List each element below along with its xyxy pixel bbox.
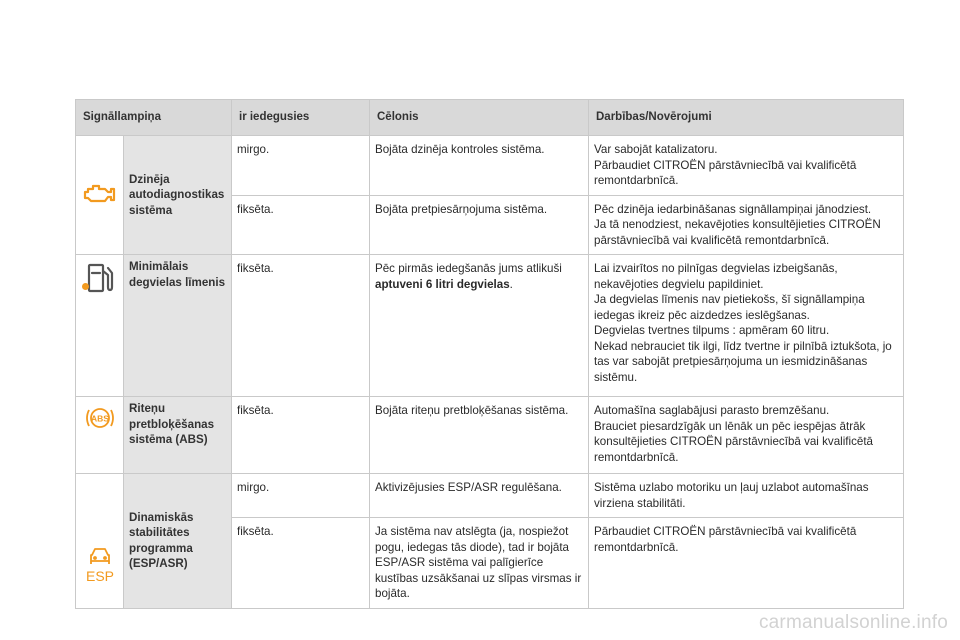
engine-icon-cell xyxy=(76,136,124,255)
cause-cell: Pēc pirmās iedegšanās jums atlikuši aptuveni 6 litri degvielas. xyxy=(370,255,589,397)
engine-check-icon xyxy=(83,181,117,205)
svg-text:ABS: ABS xyxy=(90,413,109,424)
fuel-icon-cell xyxy=(76,255,124,397)
state-cell: mirgo. xyxy=(232,136,370,196)
header-signal-lamp: Signāllampiņa xyxy=(76,100,232,136)
table-header-row xyxy=(76,100,904,136)
state-cell: fiksēta. xyxy=(232,195,370,255)
state-cell: fiksēta. xyxy=(232,255,370,397)
state-cell: mirgo. xyxy=(232,474,370,518)
esp-icon-cell xyxy=(76,474,124,609)
header-actions: Darbības/Novērojumi xyxy=(589,100,904,136)
cause-cell: Aktivizējusies ESP/ASR regulēšana. xyxy=(370,474,589,518)
cause-cell: Bojāta dzinēja kontroles sistēma. xyxy=(370,136,589,196)
watermark: carmanualsonline.info xyxy=(758,612,948,633)
table-row xyxy=(76,474,904,518)
action-cell: Lai izvairītos no pilnīgas degvielas izbeigšanās, nekavējoties degvielu papildiniet. Ja degvielas līmenis nav pietiekošs, šī signāllampiņa iedegas ikreiz pēc aizdedzes ieslēgšanas. Degvielas tvertnes tilpums : apmēram 60 litru. Nekad nebrauciet tik ilgi, līdz tvertne ir pilnībā iztukšota, jo tas var sabojāt pretpiesārņojuma un iesmidzināšanas sistēmu. xyxy=(589,255,904,397)
esp-icon xyxy=(83,543,117,585)
cause-cell: Bojāta pretpiesārņojuma sistēma. xyxy=(370,195,589,255)
action-cell: Sistēma uzlabo motoriku un ļauj uzlabot automašīnas virziena stabilitāti. xyxy=(589,474,904,518)
fuel-pump-icon xyxy=(85,261,115,295)
row-name-abs: Riteņu pretbloķēšanas sistēma (ABS) xyxy=(124,397,232,474)
action-cell: Var sabojāt katalizatoru. Pārbaudiet CITROËN pārstāvniecībā vai kvalificētā remontdarbnīcā. xyxy=(589,136,904,196)
action-cell: Pēc dzinēja iedarbināšanas signāllampiņai jānodziest. Ja tā nenodziest, nekavējoties konsultējieties CITROËN pārstāvniecībā vai kvalificētā remontdarbnīcā. xyxy=(589,195,904,255)
cause-cell: Bojāta riteņu pretbloķēšanas sistēma. xyxy=(370,397,589,474)
header-lit: ir iedegusies xyxy=(232,100,370,136)
table-row xyxy=(76,255,904,397)
state-cell: fiksēta. xyxy=(232,397,370,474)
header-cause: Cēlonis xyxy=(370,100,589,136)
row-name-fuel: Minimālais degvielas līmenis xyxy=(124,255,232,397)
table-row xyxy=(76,136,904,196)
cause-cell: Ja sistēma nav atslēgta (ja, nospiežot pogu, iedegas tās diode), tad ir bojāta ESP/ASR sistēma vai palīgierīce kustības uzsākšanai uz slīpas virsmas ir bojāta. xyxy=(370,518,589,609)
action-cell: Automašīna saglabājusi parasto bremzēšanu. Brauciet piesardzīgāk un lēnāk un pēc iespējas ātrāk konsultējieties CITROËN pārstāvniecībā vai kvalificētā remontdarbnīcā. xyxy=(589,397,904,474)
abs-icon-cell xyxy=(76,397,124,474)
cause-bold-text: aptuveni 6 litri degvielas xyxy=(375,277,510,291)
table-row xyxy=(76,397,904,474)
abs-icon xyxy=(85,405,115,431)
cause-text: Pēc pirmās iedegšanās jums atlikuši xyxy=(375,262,562,275)
action-cell: Pārbaudiet CITROËN pārstāvniecībā vai kvalificētā remontdarbnīcā. xyxy=(589,518,904,609)
state-cell: fiksēta. xyxy=(232,518,370,609)
orange-dot-icon xyxy=(82,283,89,290)
row-name-engine: Dzinēja autodiagnostikas sistēma xyxy=(124,136,232,255)
row-name-esp: Dinamiskās stabilitātes programma (ESP/ASR) xyxy=(124,474,232,609)
svg-text:ESP: ESP xyxy=(85,568,114,584)
warning-lamps-table xyxy=(75,99,904,609)
